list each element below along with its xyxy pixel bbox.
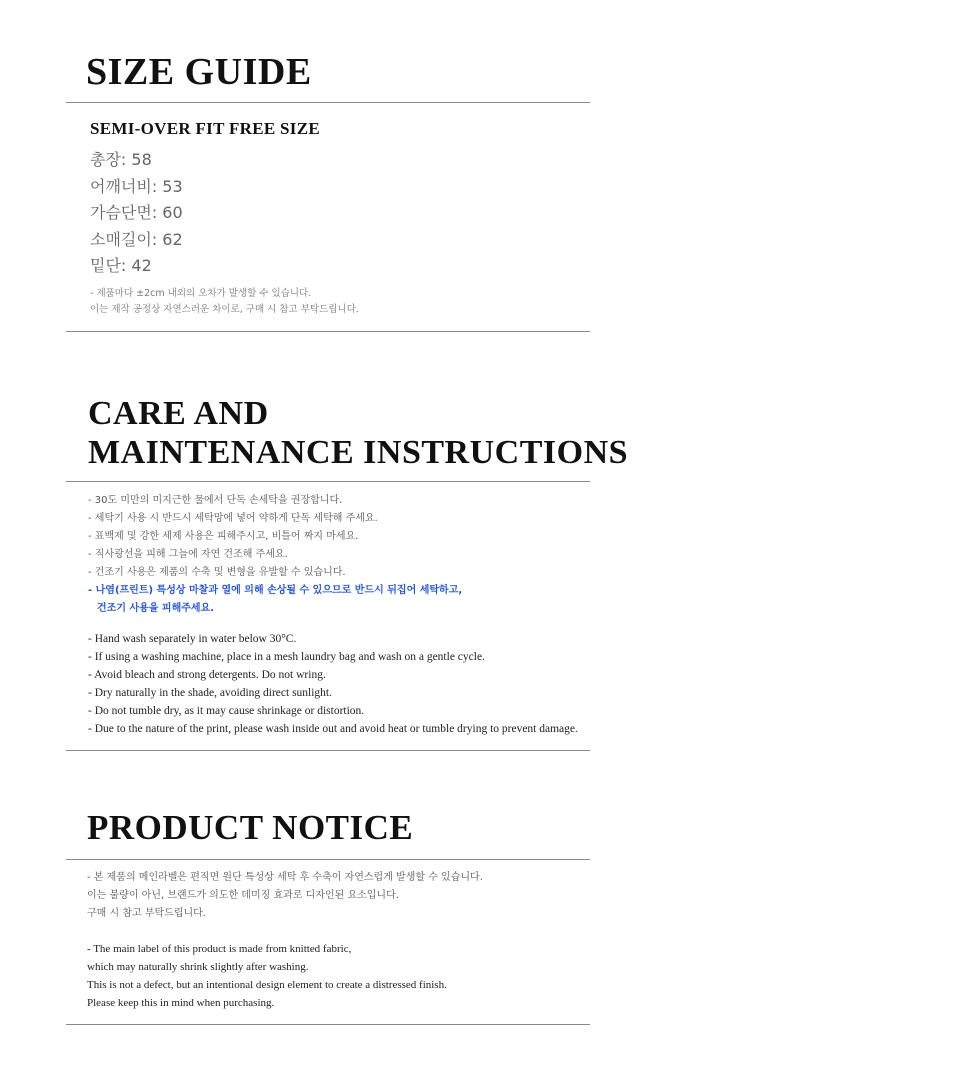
list-item: - 표백제 및 강한 세제 사용은 피해주시고, 비틀어 짜지 마세요. xyxy=(88,531,359,542)
notice-line: 이는 불량이 아닌, 브랜드가 의도한 데미징 효과로 디자인된 요소입니다. xyxy=(87,890,399,901)
care-en-list xyxy=(88,630,578,738)
list-item: - Avoid bleach and strong detergents. Do not wring. xyxy=(88,669,326,681)
care-ko-list xyxy=(88,492,462,618)
list-item: - 30도 미만의 미지근한 물에서 단독 손세탁을 권장합니다. xyxy=(88,495,343,506)
list-item: - 건조기 사용은 제품의 수축 및 변형을 유발할 수 있습니다. xyxy=(88,567,346,578)
product-notice-title: PRODUCT NOTICE xyxy=(87,808,414,847)
measurement-chest: 가슴단면: 60 xyxy=(90,203,183,223)
notice-en xyxy=(87,940,447,1012)
notice-line: - The main label of this product is made from knitted fabric, xyxy=(87,943,352,955)
divider xyxy=(66,750,590,751)
list-item: - 세탁기 사용 시 반드시 세탁망에 넣어 약하게 단독 세탁해 주세요. xyxy=(88,513,378,524)
measurement-shoulder: 어깨너비: 53 xyxy=(90,176,183,196)
divider xyxy=(66,331,590,332)
list-item: - Hand wash separately in water below 30°C. xyxy=(88,633,297,645)
size-measurements xyxy=(90,119,320,280)
care-title-line1: CARE AND xyxy=(88,395,269,432)
divider xyxy=(66,859,590,860)
size-note-line: 이는 제작 공정상 자연스러운 차이로, 구매 시 참고 부탁드립니다. xyxy=(90,304,359,315)
size-guide-title: SIZE GUIDE xyxy=(86,51,312,93)
measurement-hem: 밑단: 42 xyxy=(90,256,152,276)
list-item: - Due to the nature of the print, please wash inside out and avoid heat or tumble drying to prevent damage. xyxy=(88,723,578,735)
notice-ko xyxy=(87,869,483,923)
fit-subtitle: SEMI-OVER FIT FREE SIZE xyxy=(90,119,320,138)
divider xyxy=(66,102,590,103)
care-title xyxy=(88,394,628,472)
notice-line: Please keep this in mind when purchasing. xyxy=(87,997,275,1009)
divider xyxy=(66,481,590,482)
measurement-sleeve: 소매길이: 62 xyxy=(90,229,183,249)
divider xyxy=(66,1024,590,1025)
measurement-length: 총장: 58 xyxy=(90,150,152,169)
list-item: - Do not tumble dry, as it may cause shrinkage or distortion. xyxy=(88,705,365,717)
notice-line: - 본 제품의 메인라벨은 편직면 원단 특성상 세탁 후 수축이 자연스럽게 발생할 수 있습니다. xyxy=(87,872,483,883)
highlight-notice-line2: 건조기 사용을 피해주세요. xyxy=(97,603,215,614)
notice-line: which may naturally shrink slightly after washing. xyxy=(87,961,309,973)
list-item: - Dry naturally in the shade, avoiding direct sunlight. xyxy=(88,687,332,699)
size-note-line: - 제품마다 ±2cm 내외의 오차가 발생할 수 있습니다. xyxy=(90,288,312,299)
notice-line: This is not a defect, but an intentional design element to create a distressed finish. xyxy=(87,979,447,991)
highlight-notice-line1: - 나염(프린트) 특성상 마찰과 열에 의해 손상될 수 있으므로 반드시 뒤집어 세탁하고, xyxy=(88,585,463,596)
notice-line: 구매 시 참고 부탁드립니다. xyxy=(87,908,206,919)
list-item: - 직사광선을 피해 그늘에 자연 건조해 주세요. xyxy=(88,549,288,560)
list-item: - If using a washing machine, place in a mesh laundry bag and wash on a gentle cycle. xyxy=(88,651,485,663)
care-title-line2: MAINTENANCE INSTRUCTIONS xyxy=(88,434,629,471)
size-notes xyxy=(90,286,359,318)
